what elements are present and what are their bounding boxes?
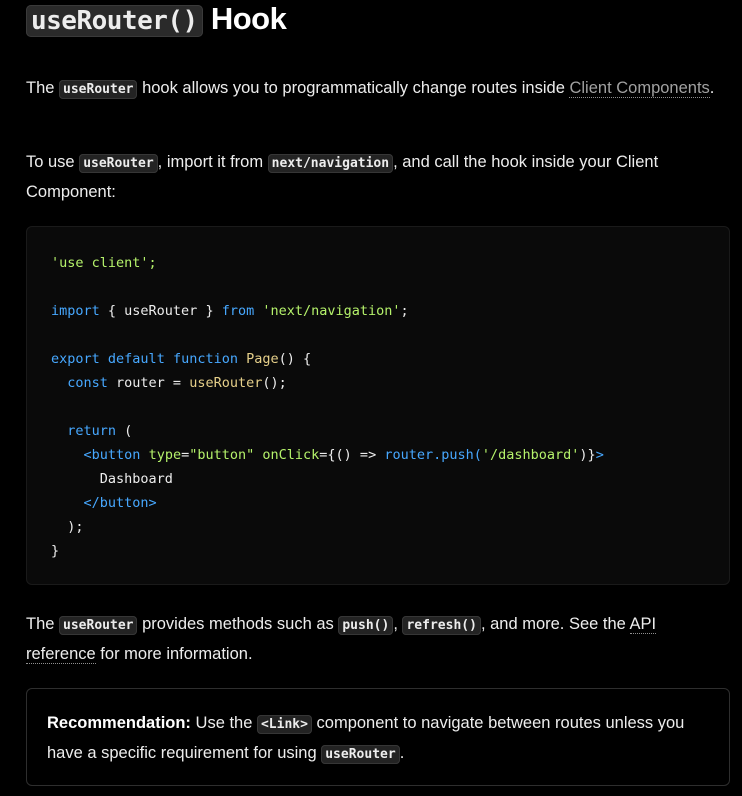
code-content: 'use client'; import { useRouter } from 'next/navigation'; export default function Page() { const router = useRouter(); return ( <button type="button" onClick={() => router.push('/dashboard')}> Dashboard </button> ); }: [51, 255, 604, 559]
title-text: Hook: [210, 1, 287, 36]
callout-body: Use the: [190, 714, 257, 732]
methods-text: , and more. See the: [480, 615, 630, 633]
code-string: 'next/navigation': [262, 303, 401, 319]
code-token: ();: [262, 375, 287, 391]
code-token: () {: [278, 351, 312, 367]
inline-code-next-navigation: next/navigation: [268, 154, 393, 173]
code-string: '/dashboard': [481, 447, 580, 463]
intro-text: hook allows you to programmatically change routes inside: [137, 79, 570, 97]
methods-paragraph: [26, 610, 716, 668]
title-code: useRouter(): [26, 5, 203, 37]
usage-text: , import it from: [157, 153, 268, 171]
keyword-export: export: [51, 351, 100, 367]
keyword-from: from: [221, 303, 255, 319]
page-title: [26, 0, 286, 40]
methods-text: The: [26, 615, 60, 633]
intro-text: The: [26, 79, 60, 97]
inline-code-push: push(): [338, 616, 393, 635]
function-call: useRouter: [189, 375, 263, 391]
methods-text: provides methods such as: [137, 615, 339, 633]
client-components-link[interactable]: Client Components: [569, 79, 710, 97]
code-token: (: [116, 423, 133, 439]
intro-paragraph: [26, 74, 716, 104]
code-string: "button": [189, 447, 255, 463]
code-token: )}: [579, 447, 596, 463]
jsx-attr: onClick: [262, 447, 320, 463]
methods-text: ,: [393, 615, 403, 633]
inline-code-userouter: useRouter: [79, 154, 157, 173]
usage-text: To use: [26, 153, 80, 171]
code-token: ;: [400, 303, 409, 319]
inline-code-userouter: useRouter: [59, 80, 137, 99]
code-token: router.push(: [384, 447, 482, 463]
inline-code-refresh: refresh(): [402, 616, 480, 635]
jsx-attr: type: [148, 447, 182, 463]
inline-code-link: <Link>: [257, 715, 312, 734]
callout-label: Recommendation:: [47, 714, 191, 732]
usage-paragraph: [26, 148, 716, 206]
code-token: );: [67, 519, 84, 535]
code-line-directive: 'use client';: [51, 255, 157, 271]
function-name: Page: [246, 351, 279, 367]
callout-body: component to navigate between routes unless you have a specific requirement for using: [47, 714, 685, 762]
jsx-text: Dashboard: [99, 471, 173, 487]
recommendation-callout: [26, 688, 730, 786]
intro-text: .: [709, 79, 715, 97]
keyword-function: function: [172, 351, 238, 367]
keyword-const: const: [67, 375, 108, 391]
callout-body: .: [399, 744, 405, 762]
callout-text: [47, 709, 717, 769]
jsx-tag: <button: [83, 447, 141, 463]
code-token: }: [51, 543, 60, 559]
inline-code-userouter: useRouter: [321, 745, 399, 764]
inline-code-userouter: useRouter: [59, 616, 137, 635]
keyword-default: default: [107, 351, 165, 367]
keyword-import: import: [51, 303, 100, 319]
code-token: router =: [107, 375, 190, 391]
jsx-tag: >: [595, 447, 604, 463]
keyword-return: return: [67, 423, 117, 439]
api-reference-link[interactable]: API reference: [26, 615, 657, 663]
jsx-tag: </button>: [83, 495, 157, 511]
code-token: { useRouter }: [99, 303, 222, 319]
usage-text: , and call the hook inside your Client Component:: [26, 153, 659, 201]
code-block: [26, 226, 730, 585]
code-token: ={() =>: [319, 447, 385, 463]
methods-text: for more information.: [95, 645, 253, 663]
